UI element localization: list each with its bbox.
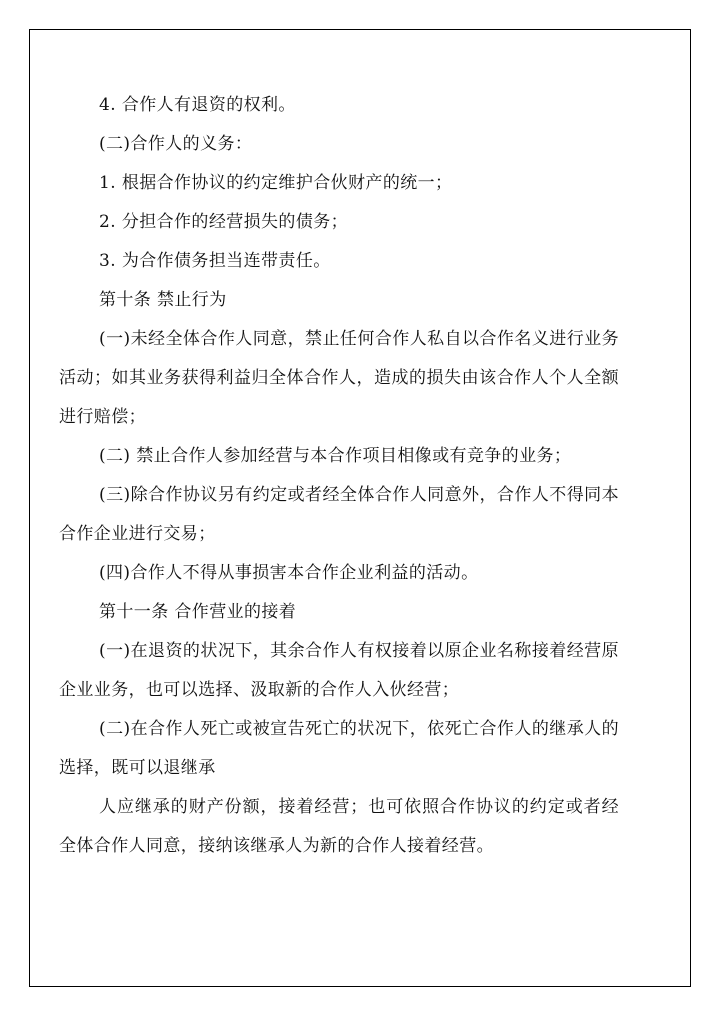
section-heading: 第十一条 合作营业的接着 — [99, 602, 297, 622]
paragraph: (三)除合作协议另有约定或者经全体合作人同意外，合作人不得同本合作企业进行交易； — [59, 485, 619, 544]
paragraph: 人应继承的财产份额，接着经营；也可依照合作协议的约定或者经全体合作人同意，接纳该继承人为新的合作人接着经营。 — [59, 797, 619, 856]
paragraph: (一)未经全体合作人同意，禁止任何合作人私自以合作名义进行业务活动；如其业务获得利益归全体合作人，造成的损失由该合作人个人全额进行赔偿； — [59, 329, 619, 427]
paragraph: (二) 禁止合作人参加经营与本合作项目相像或有竞争的业务； — [99, 446, 572, 466]
paragraph: (二)合作人的义务： — [99, 134, 253, 154]
paragraph: 3. 为合作债务担当连带责任。 — [99, 251, 331, 271]
document-body — [59, 86, 619, 866]
paragraph: 4. 合作人有退资的权利。 — [99, 95, 296, 115]
section-heading: 第十条 禁止行为 — [99, 290, 227, 310]
paragraph: (二)在合作人死亡或被宣告死亡的状况下，依死亡合作人的继承人的选择，既可以退继承 — [59, 719, 619, 778]
paragraph: (四)合作人不得从事损害本合作企业利益的活动。 — [99, 563, 479, 583]
paragraph: 2. 分担合作的经营损失的债务； — [99, 212, 349, 232]
paragraph: (一)在退资的状况下，其余合作人有权接着以原企业名称接着经营原企业业务，也可以选择、汲取新的合作人入伙经营； — [59, 641, 619, 700]
paragraph: 1. 根据合作协议的约定维护合伙财产的统一； — [99, 173, 453, 193]
